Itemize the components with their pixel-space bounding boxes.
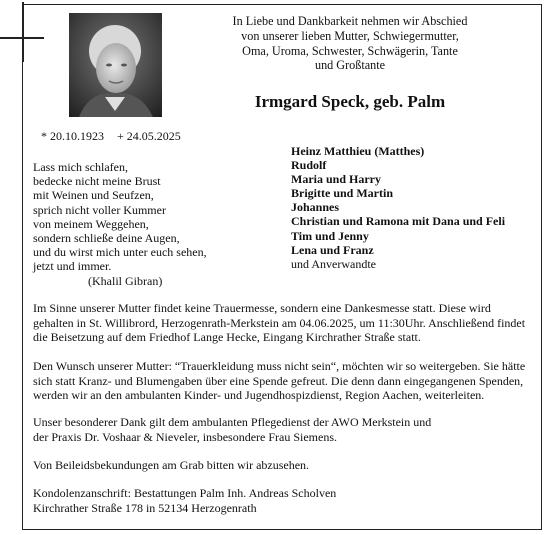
death-date: + 24.05.2025 — [117, 129, 181, 143]
family-member: Lena und Franz — [291, 242, 374, 257]
family-member: Brigitte und Martin — [291, 186, 393, 201]
donation-paragraph — [33, 359, 533, 403]
text-line: werden wir an den ambulanten Kinder- und Jugendhospizdienst, Region Aachen, weiterleiten. — [33, 388, 485, 402]
text-line: Im Sinne unserer Mutter findet keine Trauermesse, sondern eine Dankesmesse statt. Diese wird — [33, 301, 491, 315]
text-line: Kirchrather Straße 178 in 52134 Herzogenrath — [33, 500, 257, 515]
family-list — [291, 144, 505, 271]
poem-line: von meinem Weggehen, — [33, 216, 149, 231]
family-member: Tim und Jenny — [291, 228, 369, 243]
cross-symbol-horizontal — [0, 37, 44, 39]
birth-date: * 20.10.1923 — [41, 129, 104, 143]
condolence-address — [33, 486, 533, 515]
deceased-name: Irmgard Speck, geb. Palm — [254, 92, 446, 111]
text-line: Von Beileidsbekundungen am Grab bitten wir abzusehen. — [33, 458, 310, 472]
poem-line: sondern schließe deine Augen, — [33, 231, 180, 246]
poem-line: sprich nicht voller Kummer — [33, 202, 166, 217]
intro-text — [225, 14, 475, 73]
text-line: sich statt Kranz- und Blumengaben über eine Spende gefreut. Die denn dann eingegangenen Spenden, — [33, 373, 524, 388]
poem-line: jetzt und immer. — [33, 259, 112, 274]
poem-line: und du wirst mich unter euch sehen, — [33, 245, 207, 260]
life-dates — [41, 129, 181, 144]
poem-line: mit Weinen und Seufzen, — [33, 188, 154, 203]
text-line: Kondolenzanschrift: Bestattungen Palm Inh. Andreas Scholven — [33, 486, 337, 500]
text-line: Unser besonderer Dank gilt dem ambulanten Pflegedienst der AWO Merkstein und — [33, 415, 432, 429]
intro-line: Oma, Uroma, Schwester, Schwägerin, Tante — [242, 43, 458, 58]
family-member: Maria und Harry — [291, 172, 381, 187]
intro-line: In Liebe und Dankbarkeit nehmen wir Abschied — [232, 14, 468, 28]
poem-line: Lass mich schlafen, — [33, 160, 128, 174]
mass-info-paragraph — [33, 301, 533, 345]
thanks-paragraph — [33, 415, 533, 444]
text-line: gehalten in St. Willibrord, Herzogenrath-Merkstein am 04.06.2025, um 11:30Uhr. Anschließend findet — [33, 315, 526, 330]
poem — [33, 160, 207, 288]
intro-line: von unserer lieben Mutter, Schwiegermutter, — [241, 28, 459, 43]
text-line: die Beisetzung auf dem Friedhof Lange Hecke, Eingang Kirchrather Straße statt. — [33, 330, 421, 344]
poem-line: bedecke nicht meine Brust — [33, 174, 161, 189]
portrait-photo — [69, 13, 162, 117]
cross-symbol-vertical — [22, 2, 24, 62]
text-line: Den Wunsch unserer Mutter: “Trauerkleidung muss nicht sein“, möchten wir so weitergeben. Sie hätte — [33, 359, 526, 373]
family-member: Heinz Matthieu (Matthes) — [291, 144, 425, 158]
text-line: der Praxis Dr. Voshaar & Nieveler, insbesondere Frau Siemens. — [33, 429, 338, 444]
family-member: Christian und Ramona mit Dana und Feli — [291, 214, 506, 229]
family-tail: und Anverwandte — [291, 256, 376, 271]
poem-author: (Khalil Gibran) — [88, 273, 163, 288]
family-member: Rudolf — [291, 158, 327, 173]
intro-line: und Großtante — [314, 58, 386, 73]
condolence-note — [33, 458, 533, 473]
family-member: Johannes — [291, 200, 340, 215]
